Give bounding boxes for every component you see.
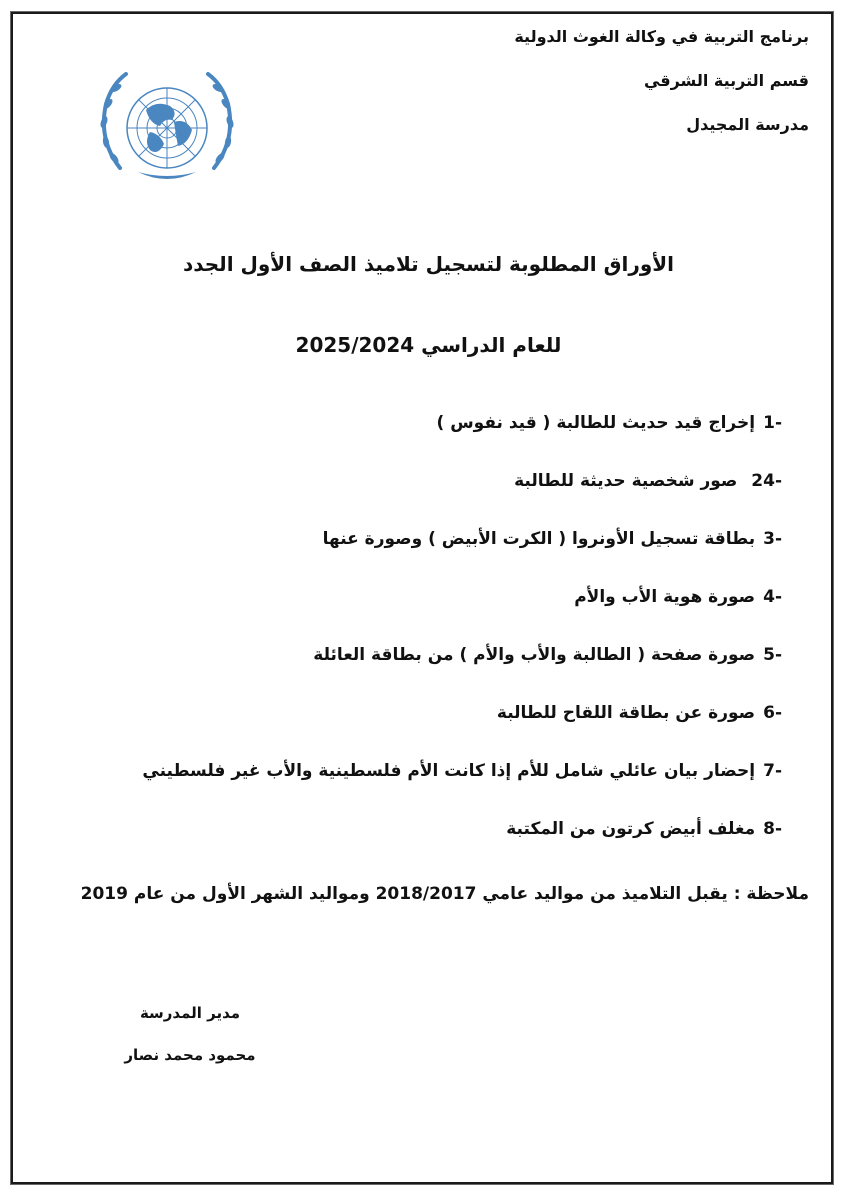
item-number: -8 (763, 819, 782, 839)
list-item (142, 698, 782, 756)
list-item (142, 524, 782, 582)
item-number: -4 (763, 587, 782, 607)
item-text: صورة عن بطاقة اللقاح للطالبة (496, 703, 756, 723)
list-item (142, 756, 782, 814)
item-text: صورة هوية الأب والأم (574, 587, 756, 607)
item-text: مغلف أبيض كرتون من المكتبة (506, 819, 756, 839)
list-item (142, 582, 782, 640)
signature-block (100, 1004, 280, 1088)
requirements-list (142, 408, 782, 872)
document-header (514, 26, 809, 158)
item-number: -2 (751, 471, 782, 491)
item-number: -5 (763, 645, 782, 665)
item-text: 4 صور شخصية حديثة للطالبة (514, 471, 775, 491)
signature-role: مدير المدرسة (139, 1004, 241, 1022)
un-emblem-icon (80, 60, 255, 200)
list-item (142, 408, 782, 466)
item-number: -6 (763, 703, 782, 723)
header-program: برنامج التربية في وكالة الغوث الدولية (514, 27, 809, 46)
note: ملاحظة : يقبل التلاميذ من مواليد عامي 2018/2017 ومواليد الشهر الأول من عام 2019 (80, 884, 809, 904)
item-text: إخراج قيد حديث للطالبة ( قيد نفوس ) (436, 413, 756, 433)
item-number: -1 (763, 413, 782, 433)
academic-year: للعام الدراسي 2025/2024 (295, 333, 562, 357)
list-item (142, 640, 782, 698)
document-title: الأوراق المطلوبة لتسجيل تلاميذ الصف الأول الجدد (182, 252, 675, 276)
header-school: مدرسة المجيدل (686, 115, 809, 134)
item-text: إحضار بيان عائلي شامل للأم إذا كانت الأم فلسطينية والأب غير فلسطيني (142, 761, 756, 781)
signature-name: محمود محمد نصار (124, 1046, 256, 1064)
list-item (142, 466, 782, 524)
item-number: -7 (763, 761, 782, 781)
header-department: قسم التربية الشرقي (643, 71, 809, 90)
item-number: -3 (763, 529, 782, 549)
list-item (142, 814, 782, 872)
item-text: بطاقة تسجيل الأونروا ( الكرت الأبيض ) وصورة عنها (322, 529, 756, 549)
item-text: صورة صفحة ( الطالبة والأب والأم ) من بطاقة العائلة (313, 645, 756, 665)
